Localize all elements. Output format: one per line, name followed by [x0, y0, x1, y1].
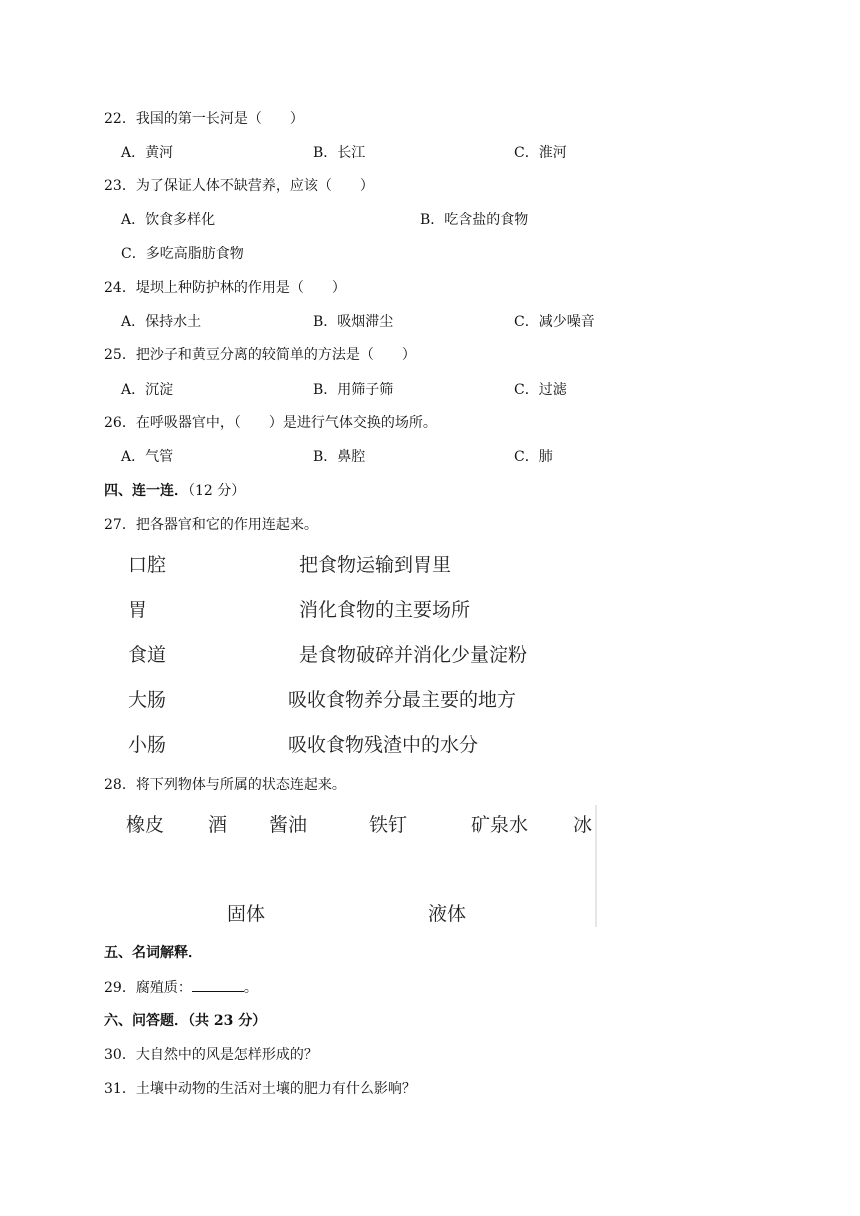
object-label: 铁钉 [369, 814, 408, 836]
section-4-title: 四、连一连． [104, 483, 188, 499]
function-label: 是食物破碎并消化少量淀粉 [299, 644, 528, 666]
question-26-option-c: C．肺 [514, 449, 553, 465]
question-25-stem: 25．把沙子和黄豆分离的较简单的方法是（ ） [104, 347, 416, 363]
question-29 [104, 977, 258, 998]
question-22-stem: 22．我国的第一长河是（ ） [104, 111, 304, 127]
section-4-heading [104, 481, 245, 501]
section-4-points: （12 分） [188, 483, 246, 499]
state-matching-image [120, 805, 597, 927]
question-25-option-a: A．沉淀 [121, 382, 174, 398]
object-label: 酒 [208, 814, 228, 836]
question-29-prefix: 29．腐殖质： [104, 980, 192, 996]
state-label: 固体 [227, 903, 266, 925]
function-label: 消化食物的主要场所 [299, 599, 471, 621]
question-23-option-c: C．多吃高脂肪食物 [121, 246, 244, 262]
question-29-suffix: 。 [243, 980, 258, 996]
organ-label: 食道 [128, 644, 167, 666]
organ-function-matching-image [120, 545, 548, 757]
question-22-option-a: A．黄河 [121, 145, 174, 161]
question-28-stem: 28．将下列物体与所属的状态连起来。 [104, 777, 346, 793]
question-24-option-c: C．减少噪音 [514, 314, 595, 330]
organ-label: 口腔 [128, 554, 167, 576]
question-26-option-b: B．鼻腔 [313, 449, 366, 465]
organ-label: 大肠 [128, 689, 167, 711]
question-24-option-b: B．吸烟滞尘 [313, 314, 394, 330]
question-24-stem: 24．堤坝上种防护林的作用是（ ） [104, 280, 346, 296]
question-24-option-a: A．保持水土 [121, 314, 202, 330]
question-22-option-b: B．长江 [313, 145, 366, 161]
state-label: 液体 [428, 903, 467, 925]
object-label: 矿泉水 [471, 814, 529, 836]
object-label: 橡皮 [126, 814, 165, 836]
question-25-option-c: C．过滤 [514, 382, 567, 398]
question-26-option-a: A．气管 [121, 449, 174, 465]
question-23-stem: 23．为了保证人体不缺营养，应该（ ） [104, 178, 374, 194]
function-label: 吸收食物养分最主要的地方 [288, 689, 517, 711]
question-22-option-c: C．淮河 [514, 145, 567, 161]
question-30-stem: 30．大自然中的风是怎样形成的？ [104, 1047, 318, 1063]
organ-label: 胃 [128, 599, 148, 621]
question-26-stem: 26．在呼吸器官中，（ ）是进行气体交换的场所。 [104, 415, 437, 431]
function-label: 吸收食物残渣中的水分 [288, 734, 479, 756]
section-5-title: 五、名词解释． [104, 945, 202, 961]
function-label: 把食物运输到胃里 [299, 554, 452, 576]
question-31-stem: 31．土壤中动物的生活对土壤的肥力有什么影响？ [104, 1081, 416, 1097]
section-6-title: 六、问答题．（共 23 分） [104, 1013, 267, 1029]
question-23-option-a: A．饮食多样化 [121, 212, 216, 228]
object-label: 冰 [573, 814, 593, 836]
object-label: 酱油 [269, 814, 308, 836]
question-23-option-b: B．吃含盐的食物 [420, 212, 529, 228]
organ-label: 小肠 [128, 734, 167, 756]
question-25-option-b: B．用筛子筛 [313, 382, 394, 398]
answer-blank[interactable] [192, 977, 244, 992]
question-27-stem: 27．把各器官和它的作用连起来。 [104, 517, 318, 533]
